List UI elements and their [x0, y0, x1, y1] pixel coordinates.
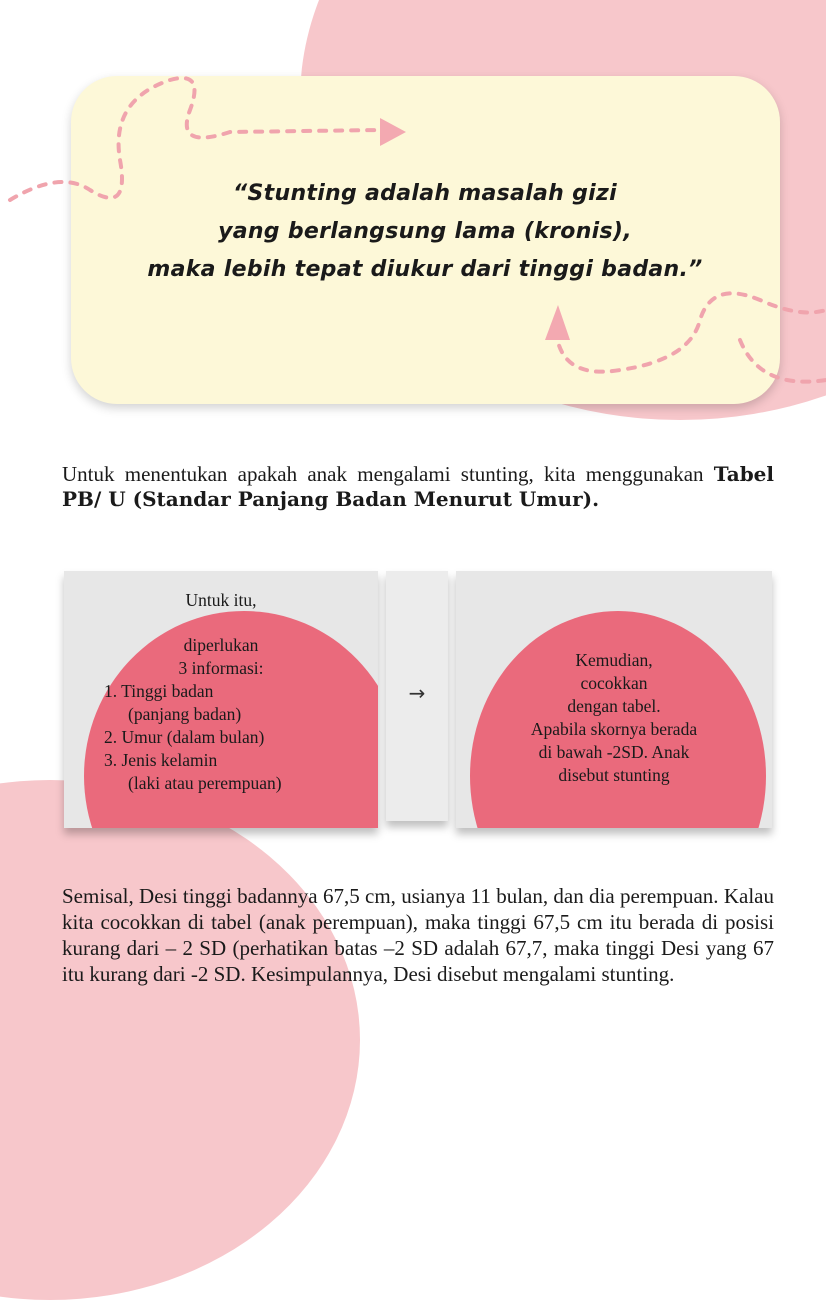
arrow-panel	[386, 571, 448, 821]
info-panel-left	[64, 571, 378, 828]
info-list	[104, 680, 374, 795]
panel-right-line: cocokkan	[580, 673, 648, 693]
panel-left-sub-line-1: diperlukan	[183, 635, 259, 655]
panel-right-line: Kemudian,	[575, 650, 653, 670]
quote-line-2: yang berlangsung lama (kronis),	[218, 219, 632, 244]
panel-left-subheading	[64, 634, 378, 680]
list-item-detail: (panjang badan)	[128, 704, 242, 724]
list-item: 2. Umur (dalam bulan)	[104, 727, 265, 747]
quote-line-3: maka lebih tepat diukur dari tinggi badan.”	[147, 257, 703, 282]
list-item-detail: (laki atau perempuan)	[128, 773, 282, 793]
intro-bold-text: Tabel PB/ U (Standar Panjang Badan Menurut Umur).	[62, 462, 774, 511]
panel-right-line: dengan tabel.	[567, 696, 661, 716]
panel-left-sub-line-2: 3 informasi:	[178, 658, 264, 678]
example-paragraph: Semisal, Desi tinggi badannya 67,5 cm, usianya 11 bulan, dan dia perempuan. Kalau kita cocokkan di tabel (anak perempuan), maka tinggi 67,5 cm itu berada di posisi kurang dari – 2 SD (perhatikan batas –2 SD adalah 67,7, maka tinggi Desi yang 67 itu kurang dari -2 SD. Kesimpulannya, Desi disebut mengalami stunting.	[62, 884, 774, 986]
panel-right-line: Apabila skornya berada	[530, 719, 698, 739]
panel-right-text	[456, 649, 772, 787]
intro-paragraph	[62, 462, 774, 512]
panel-right-line: disebut stunting	[558, 765, 670, 785]
list-item: 1. Tinggi badan	[104, 681, 214, 701]
intro-text: Untuk menentukan apakah anak mengalami stunting, kita menggunakan	[62, 462, 714, 486]
info-panel-right	[456, 571, 772, 828]
right-arrow-icon: →	[408, 681, 426, 705]
pink-blob-bottom-left	[0, 780, 360, 1300]
quote-text	[90, 175, 760, 289]
quote-line-1: “Stunting adalah masalah gizi	[233, 181, 617, 206]
panel-right-line: di bawah -2SD. Anak	[538, 742, 690, 762]
list-item: 3. Jenis kelamin	[104, 750, 218, 770]
panel-left-heading: Untuk itu,	[185, 590, 257, 610]
